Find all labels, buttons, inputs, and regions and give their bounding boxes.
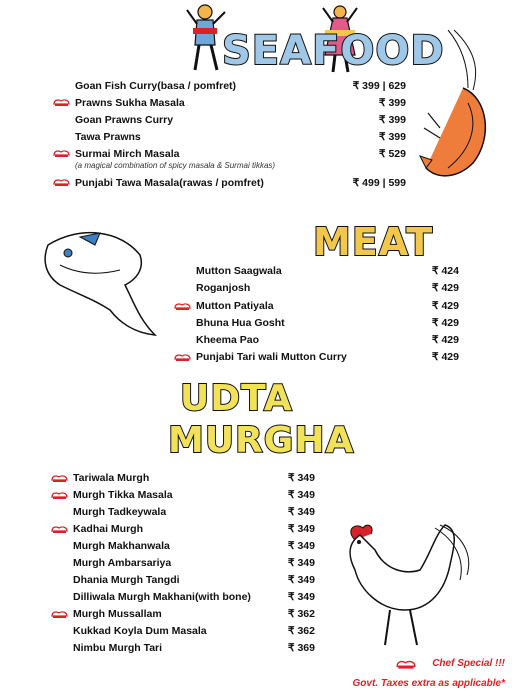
chef-special-legend: Chef Special !!! xyxy=(432,658,505,669)
chef-hat-icon xyxy=(174,353,191,362)
menu-item-name: Murgh Tadkeywala xyxy=(73,506,167,518)
menu-item-price: ₹ 424 xyxy=(431,265,459,277)
menu-item-note: (basa / pomfret) xyxy=(157,80,237,92)
menu-item-name: Prawns Sukha Masala xyxy=(75,97,185,109)
menu-item-name: Kukkad Koyla Dum Masala xyxy=(73,625,207,637)
menu-item-name: Tawa Prawns xyxy=(75,131,141,143)
chef-hat-icon xyxy=(51,610,68,619)
menu-item-name: Mutton Patiyala xyxy=(196,300,274,312)
murgha-title-line2: MURGHA xyxy=(168,420,355,461)
menu-item-price: ₹ 429 xyxy=(431,300,459,312)
menu-item-name: Tariwala Murgh xyxy=(73,472,150,484)
rooster-illustration xyxy=(335,520,475,650)
chef-hat-icon xyxy=(51,474,68,483)
menu-item-name: Goan Prawns Curry xyxy=(75,114,174,126)
menu-item-price: ₹ 429 xyxy=(431,334,459,346)
menu-item-price: ₹ 429 xyxy=(431,317,459,329)
menu-item-price: ₹ 362 xyxy=(287,625,315,637)
menu-item-price: ₹ 349 xyxy=(287,540,315,552)
chef-hat-icon xyxy=(396,659,416,670)
menu-item-price: ₹ 399 xyxy=(378,131,406,143)
menu-item-description: (a magical combination of spicy masala & Surmai tikkas) xyxy=(75,161,276,170)
menu-item-price: ₹ 349 xyxy=(287,472,315,484)
menu-item-name: Murgh Makhanwala xyxy=(73,540,170,552)
menu-item-name: Roganjosh xyxy=(196,282,251,294)
menu-item-name: Murgh Ambarsariya xyxy=(73,557,172,569)
menu-item-name: Kadhai Murgh xyxy=(73,523,143,535)
menu-item-price: ₹ 529 xyxy=(378,148,406,160)
taxes-note: Govt. Taxes extra as applicable* xyxy=(352,678,505,689)
murgha-title-line1: UDTA xyxy=(180,378,293,419)
menu-item-price: ₹ 499 | 599 xyxy=(352,177,406,189)
menu-item-name: Murgh Mussallam xyxy=(73,608,162,620)
menu-item-name: Surmai Mirch Masala xyxy=(75,148,180,160)
menu-item-name: Mutton Saagwala xyxy=(196,265,282,277)
chef-hat-icon xyxy=(51,525,68,534)
menu-item-price: ₹ 399 xyxy=(378,97,406,109)
menu-item-name: Goan Fish Curry(basa / pomfret) xyxy=(75,80,237,92)
menu-item-price: ₹ 399 | 629 xyxy=(352,80,406,92)
chef-hat-icon xyxy=(51,491,68,500)
menu-item-name: Dhania Murgh Tangdi xyxy=(73,574,180,586)
menu-item-price: ₹ 349 xyxy=(287,591,315,603)
menu-item-price: ₹ 349 xyxy=(287,574,315,586)
menu-item-price: ₹ 369 xyxy=(287,642,315,654)
menu-item-price: ₹ 349 xyxy=(287,523,315,535)
chef-hat-icon xyxy=(53,98,70,107)
menu-item-note: (with bone) xyxy=(194,591,251,603)
seafood-title: SEAFOOD xyxy=(222,28,445,74)
menu-item-name: Punjabi Tawa Masala(rawas / pomfret) xyxy=(75,177,264,189)
menu-item-price: ₹ 349 xyxy=(287,557,315,569)
menu-item-price: ₹ 349 xyxy=(287,489,315,501)
menu-item-name: Murgh Tikka Masala xyxy=(73,489,173,501)
menu-item-name: Dilliwala Murgh Makhani(with bone) xyxy=(73,591,251,603)
menu-item-name: Nimbu Murgh Tari xyxy=(73,642,163,654)
menu-item-name: Kheema Pao xyxy=(196,334,260,346)
fish-illustration xyxy=(40,225,160,340)
menu-item-price: ₹ 429 xyxy=(431,282,459,294)
chef-hat-icon xyxy=(174,302,191,311)
chef-hat-icon xyxy=(53,149,70,158)
menu-item-name: Bhuna Hua Gosht xyxy=(196,317,285,329)
menu-item-name: Punjabi Tari wali Mutton Curry xyxy=(196,351,347,363)
menu-item-price: ₹ 429 xyxy=(431,351,459,363)
menu-item-price: ₹ 399 xyxy=(378,114,406,126)
menu-item-price: ₹ 362 xyxy=(287,608,315,620)
meat-title: MEAT xyxy=(313,220,434,264)
chef-hat-icon xyxy=(53,178,70,187)
menu-item-note: (rawas / pomfret) xyxy=(179,177,264,189)
menu-item-price: ₹ 349 xyxy=(287,506,315,518)
